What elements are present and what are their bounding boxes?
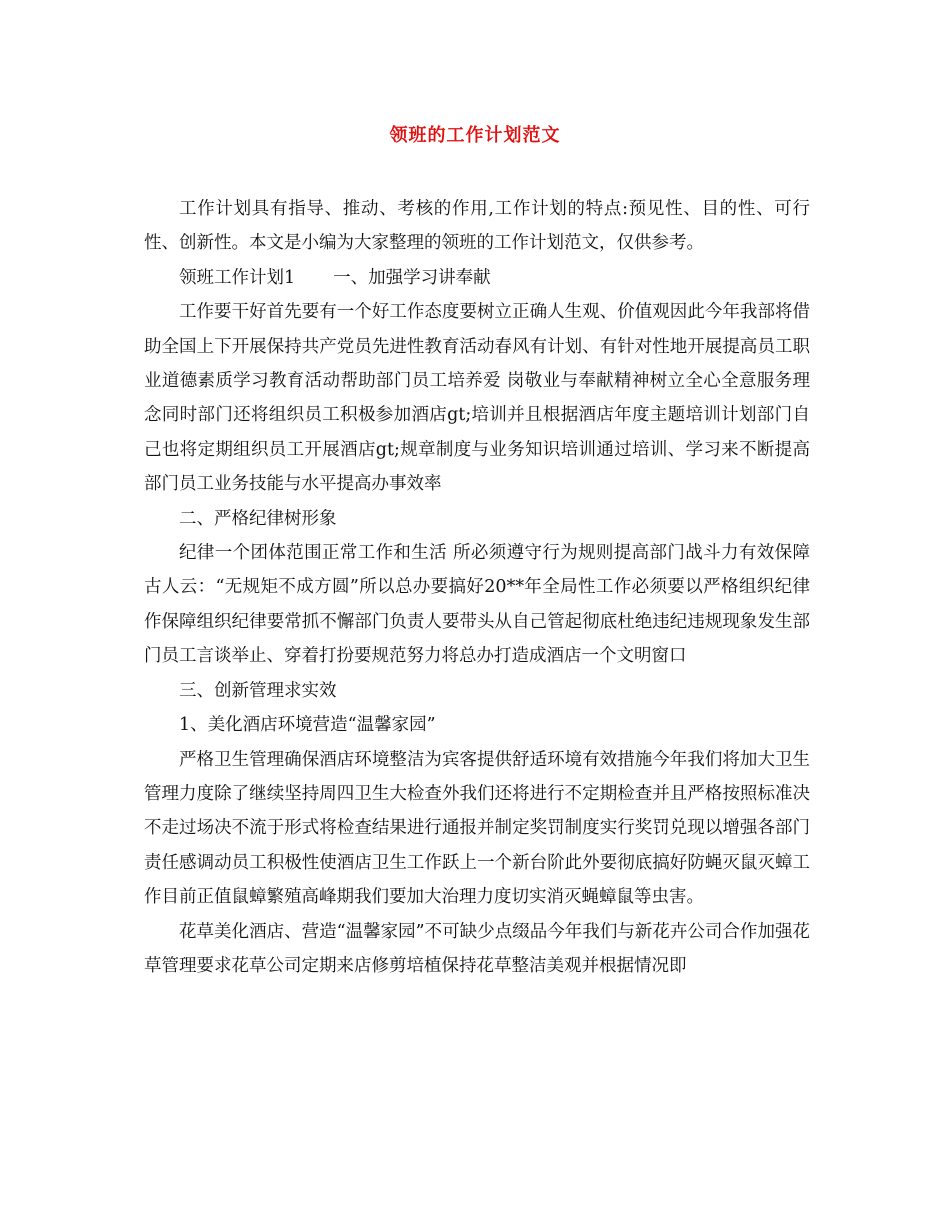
plan-heading-line bbox=[144, 261, 810, 295]
section1-paragraph: 工作要干好首先要有一个好工作态度要树立正确人生观、价值观因此今年我部将借助全国上下开展保持共产党员先进性教育活动春风有计划、有针对性地开展提高员工职业道德素质学习教育活动帮助部门员工培养爱 岗敬业与奉献精神树立全心全意服务理念同时部门还将组织员工积极参加酒店gt;培训并且根据酒店年度主题培训计划部门自己也将定期组织员工开展酒店gt;规章制度与业务知识培训通过培训、学习来不断提高部门员工业务技能与水平提高办事效率 bbox=[144, 302, 810, 495]
section2-heading: 二、严格纪律树形象 bbox=[179, 508, 337, 529]
document-title: 领班的工作计划范文 bbox=[389, 125, 561, 146]
subsection1-heading: 1、美化酒店环境营造“温馨家园” bbox=[179, 715, 436, 736]
section2-paragraph: 纪律一个团体范围正常工作和生活 所必须遵守行为规则提高部门战斗力有效保障古人云：“无规矩不成方圆”所以总办要搞好20**年全局性工作必须要以严格组织纪律作保障组织纪律要常抓不懈部门负责人要带头从自己管起彻底杜绝违纪违规现象发生部门员工言谈举止、穿着打扮要规范努力将总办打造成酒店一个文明窗口 bbox=[144, 543, 810, 667]
document-body bbox=[144, 192, 810, 983]
flowers-paragraph: 花草美化酒店、营造“温馨家园”不可缺少点缀品今年我们与新花卉公司合作加强花草管理要求花草公司定期来店修剪培植保持花草整洁美观并根据情况即 bbox=[144, 921, 810, 976]
subsection1-paragraph: 严格卫生管理确保酒店环境整洁为宾客提供舒适环境有效措施今年我们将加大卫生管理力度除了继续坚持周四卫生大检查外我们还将进行不定期检查并且严格按照标准决不走过场决不流于形式将检查结果进行通报并制定奖罚制度实行奖罚兑现以增强各部门责任感调动员工积极性使酒店卫生工作跃上一个新台阶此外要彻底搞好防蝇灭鼠灭蟑工作目前正值鼠蟑繁殖高峰期我们要加大治理力度切实消灭蝇蟑鼠等虫害。 bbox=[144, 749, 810, 908]
plan-label: 领班工作计划1 bbox=[179, 267, 296, 288]
section1-heading: 一、加强学习讲奉献 bbox=[333, 267, 491, 288]
intro-paragraph: 工作计划具有指导、推动、考核的作用,工作计划的特点:预见性、目的性、可行性、创新性。本文是小编为大家整理的领班的工作计划范文，仅供参考。 bbox=[144, 199, 810, 254]
section3-heading: 三、创新管理求实效 bbox=[179, 680, 337, 701]
